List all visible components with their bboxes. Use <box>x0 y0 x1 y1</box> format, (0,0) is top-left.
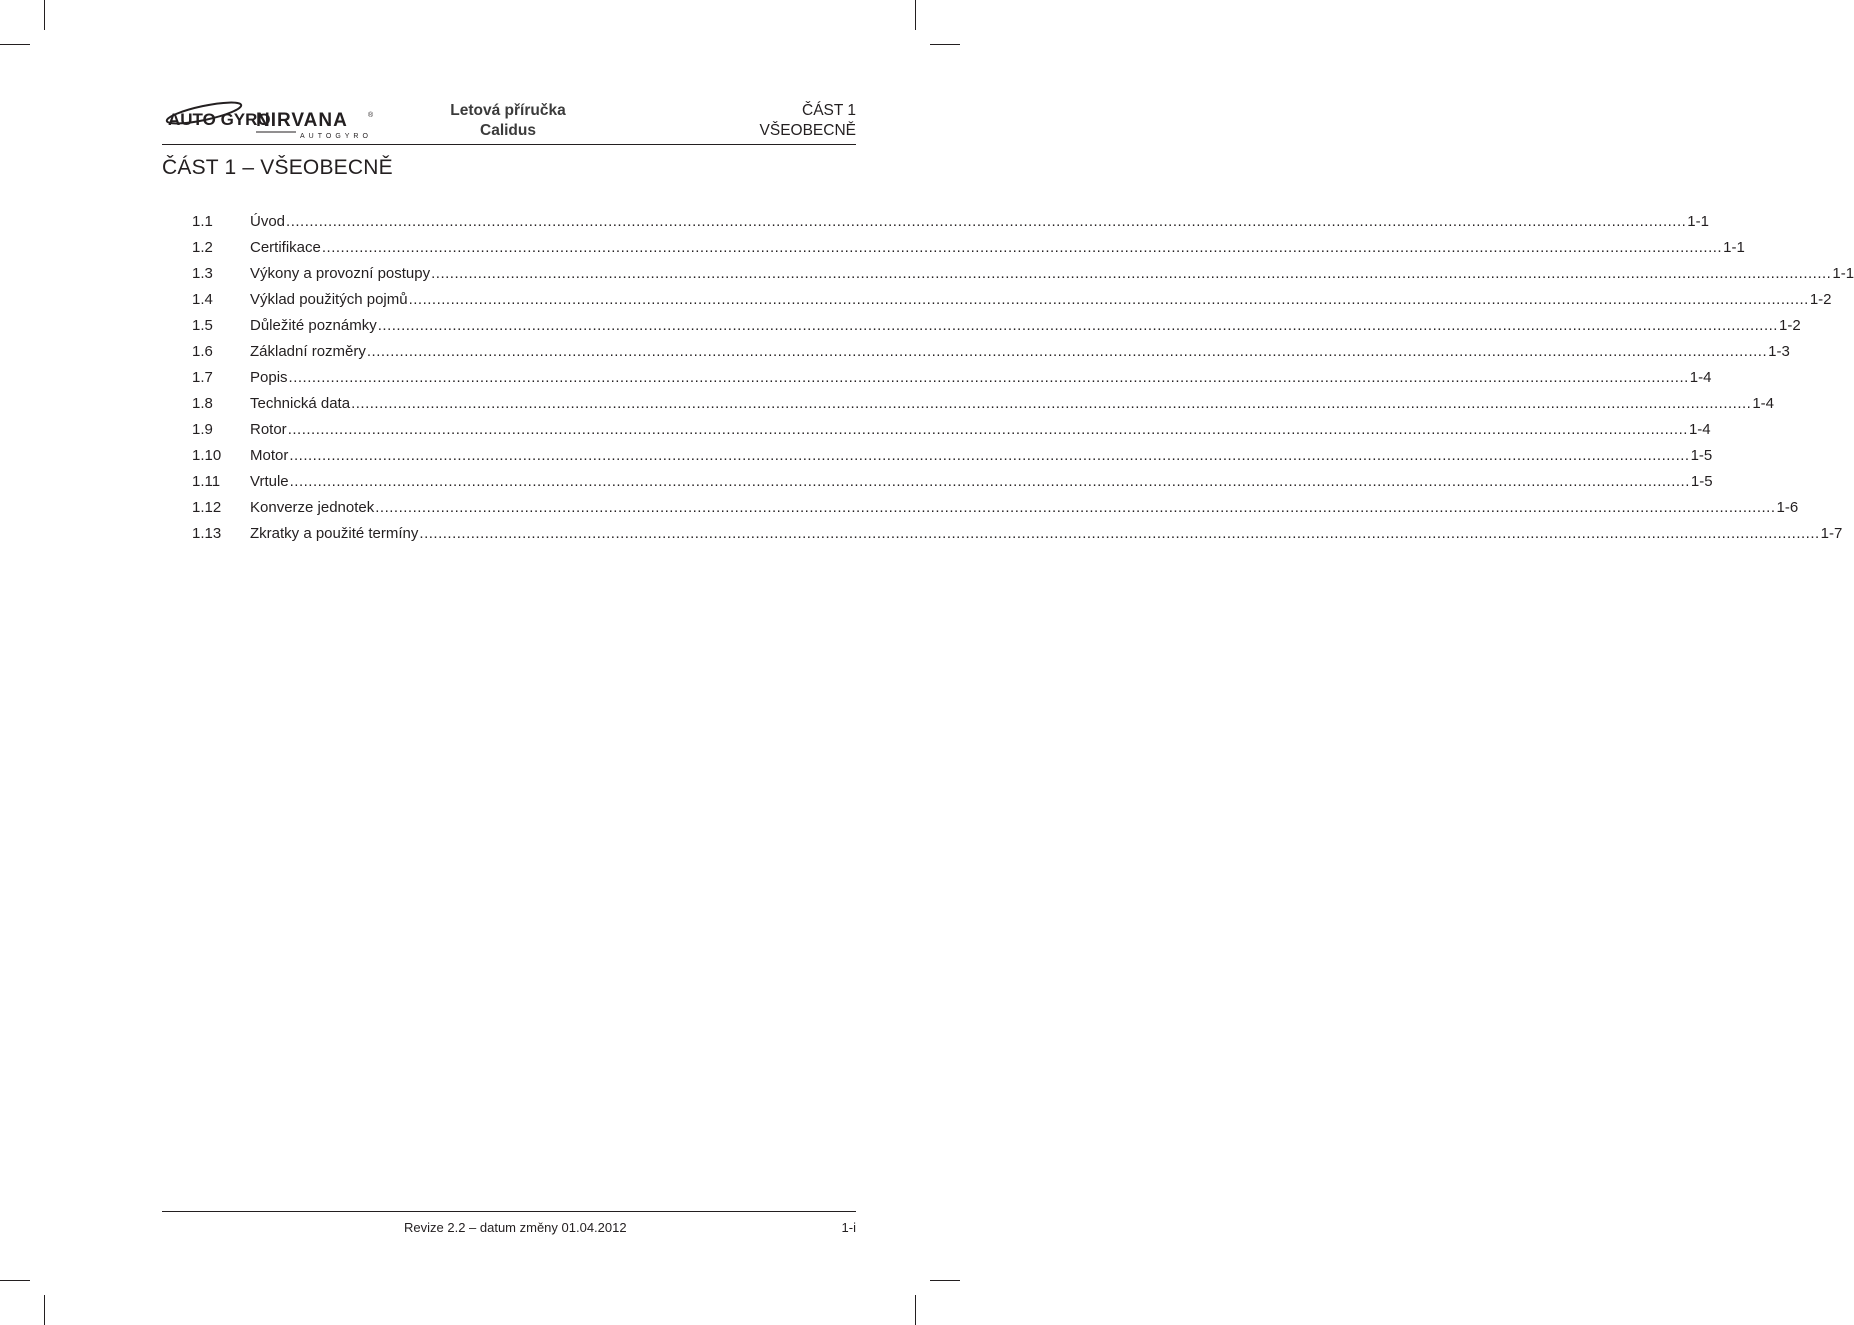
toc-entry[interactable] <box>192 365 1712 391</box>
page-header <box>162 96 856 144</box>
toc-entry[interactable] <box>192 261 1854 287</box>
crop-mark <box>0 1280 30 1281</box>
manual-title: Letová příručka <box>450 102 566 119</box>
toc-entry-title: Úvod <box>250 213 286 230</box>
toc-dot-leader: ............................................................................................................................................................................................................................................................................................................ <box>408 291 1809 308</box>
toc-dot-leader: ............................................................................................................................................................................................................................................................................................................ <box>431 265 1832 282</box>
crop-mark <box>44 1295 45 1325</box>
toc-entry-number: 1.2 <box>192 239 213 256</box>
toc-entry[interactable] <box>192 417 1711 443</box>
toc-dot-leader: ............................................................................................................................................................................................................................................................................................................ <box>287 421 1688 438</box>
toc-dot-leader: ............................................................................................................................................................................................................................................................................................................ <box>419 525 1820 542</box>
toc-entry-number: 1.7 <box>192 369 213 386</box>
toc-entry-page: 1-4 <box>1689 369 1712 386</box>
toc-entry-page: 1-1 <box>1832 265 1854 282</box>
autogyro-logo <box>162 100 271 142</box>
manual-title-block <box>422 101 594 141</box>
crop-mark <box>930 44 960 45</box>
toc-entry-title: Motor <box>250 447 289 464</box>
toc-entry-title: Certifikace <box>250 239 321 256</box>
toc-dot-leader: ............................................................................................................................................................................................................................................................................................................ <box>289 447 1690 464</box>
toc-entry-number: 1.3 <box>192 265 213 282</box>
toc-entry-number: 1.1 <box>192 213 213 230</box>
toc-entry-number: 1.4 <box>192 291 213 308</box>
toc-entry-title: Vrtule <box>250 473 289 490</box>
toc-entry[interactable] <box>192 391 1775 417</box>
toc-dot-leader: ............................................................................................................................................................................................................................................................................................................ <box>366 343 1768 360</box>
toc-entry-page: 1-4 <box>1752 395 1775 412</box>
toc-dot-leader: ............................................................................................................................................................................................................................................................................................................ <box>377 317 1778 334</box>
toc-entry-title: Popis <box>250 369 288 386</box>
toc-entry[interactable] <box>192 287 1832 313</box>
footer-divider <box>162 1211 856 1212</box>
toc-entry-title: Rotor <box>250 421 287 438</box>
toc-entry[interactable] <box>192 521 1843 547</box>
nirvana-logo <box>256 108 382 142</box>
toc-entry[interactable] <box>192 235 1745 261</box>
toc-entry[interactable] <box>192 339 1790 365</box>
toc-entry-page: 1-3 <box>1768 343 1790 360</box>
toc-dot-leader: ............................................................................................................................................................................................................................................................................................................ <box>321 239 1723 256</box>
toc-dot-leader: ............................................................................................................................................................................................................................................................................................................ <box>375 499 1776 516</box>
toc-dot-leader: ............................................................................................................................................................................................................................................................................................................ <box>288 369 1689 386</box>
toc-entry-title: Zkratky a použité termíny <box>250 525 419 542</box>
toc-entry-page: 1-7 <box>1820 525 1843 542</box>
toc-entry-number: 1.10 <box>192 447 222 464</box>
crop-mark <box>44 0 45 30</box>
toc-entry[interactable] <box>192 469 1713 495</box>
toc-entry-page: 1-4 <box>1688 421 1711 438</box>
crop-mark <box>930 1280 960 1281</box>
toc-entry[interactable] <box>192 443 1713 469</box>
aircraft-name: Calidus <box>480 122 536 139</box>
toc-entry-title: Výklad použitých pojmů <box>250 291 408 308</box>
toc-entry[interactable] <box>192 495 1799 521</box>
toc-entry-page: 1-5 <box>1690 473 1713 490</box>
svg-text:NIRVANA: NIRVANA <box>256 110 348 131</box>
toc-entry-title: Konverze jednotek <box>250 499 375 516</box>
toc-entry-page: 1-2 <box>1778 317 1801 334</box>
toc-entry-page: 1-5 <box>1690 447 1713 464</box>
toc-entry[interactable] <box>192 313 1801 339</box>
part-name: VŠEOBECNĚ <box>759 122 856 139</box>
toc-entry-number: 1.9 <box>192 421 213 438</box>
toc-entry-page: 1-2 <box>1809 291 1832 308</box>
toc-entry[interactable] <box>192 209 1709 235</box>
toc-entry-number: 1.6 <box>192 343 213 360</box>
toc-entry-number: 1.13 <box>192 525 222 542</box>
crop-mark <box>915 1295 916 1325</box>
page-title: ČÁST 1 – VŠEOBECNĚ <box>162 156 393 179</box>
toc-entry-title: Základní rozměry <box>250 343 366 360</box>
toc-dot-leader: ............................................................................................................................................................................................................................................................................................................ <box>289 473 1690 490</box>
toc-entry-page: 1-6 <box>1776 499 1799 516</box>
svg-text:AUTOGYRO: AUTOGYRO <box>300 133 372 140</box>
toc-entry-number: 1.11 <box>192 473 221 490</box>
crop-mark <box>915 0 916 30</box>
toc-entry-title: Technická data <box>250 395 351 412</box>
svg-text:AUTO GYRO: AUTO GYRO <box>168 110 271 129</box>
toc-entry-title: Výkony a provozní postupy <box>250 265 431 282</box>
toc-entry-number: 1.5 <box>192 317 213 334</box>
page-number: 1-i <box>841 1220 856 1235</box>
toc-entry-page: 1-1 <box>1687 213 1709 230</box>
table-of-contents <box>192 209 1854 547</box>
header-divider <box>162 144 856 145</box>
part-label: ČÁST 1 <box>802 102 856 119</box>
toc-entry-title: Důležité poznámky <box>250 317 377 334</box>
toc-entry-number: 1.8 <box>192 395 213 412</box>
toc-entry-number: 1.12 <box>192 499 222 516</box>
revision-note: Revize 2.2 – datum změny 01.04.2012 <box>404 1220 627 1235</box>
crop-mark <box>0 44 30 45</box>
toc-entry-page: 1-1 <box>1723 239 1745 256</box>
toc-dot-leader: ............................................................................................................................................................................................................................................................................................................ <box>351 395 1752 412</box>
svg-text:®: ® <box>368 112 374 119</box>
part-label-block <box>760 101 856 141</box>
toc-dot-leader: ............................................................................................................................................................................................................................................................................................................ <box>286 213 1687 230</box>
